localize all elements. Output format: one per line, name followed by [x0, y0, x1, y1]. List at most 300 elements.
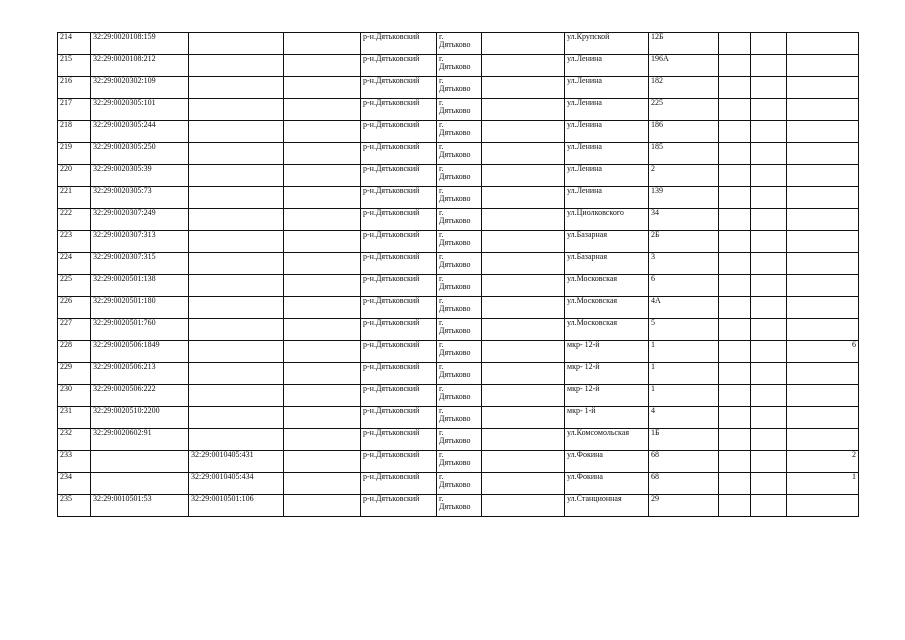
- empty-cell: [751, 99, 787, 121]
- cadastral-number-cell: 32:29:0020506:213: [91, 363, 189, 385]
- city-prefix: г.: [439, 406, 444, 415]
- row-number: 214: [58, 33, 91, 55]
- cadastral-number-cell: 32:29:0020302:109: [91, 77, 189, 99]
- street-cell: мкр- 12-й: [565, 363, 649, 385]
- cadastral-number-cell: 32:29:0020305:250: [91, 143, 189, 165]
- district-cell: р-н.Дятьковский: [361, 99, 437, 121]
- empty-cell: [751, 33, 787, 55]
- district-cell: р-н.Дятьковский: [361, 451, 437, 473]
- city-prefix: г.: [439, 208, 444, 217]
- empty-cell: [719, 473, 751, 495]
- row-number: 220: [58, 165, 91, 187]
- cadastral-number-cell: 32:29:0020108:159: [91, 33, 189, 55]
- table-row: [58, 297, 859, 319]
- count-cell: [787, 209, 859, 231]
- empty-cell: [284, 231, 361, 253]
- count-cell: [787, 253, 859, 275]
- city-prefix: г.: [439, 296, 444, 305]
- empty-cell: [482, 385, 565, 407]
- table-row: [58, 77, 859, 99]
- count-cell: 6: [787, 341, 859, 363]
- district-cell: р-н.Дятьковский: [361, 77, 437, 99]
- empty-cell: [751, 385, 787, 407]
- city-cell: [437, 495, 482, 517]
- empty-cell: [284, 99, 361, 121]
- empty-cell: [482, 99, 565, 121]
- row-number: 216: [58, 77, 91, 99]
- empty-cell: [751, 165, 787, 187]
- empty-cell: [284, 407, 361, 429]
- city-name: Дятьково: [439, 502, 471, 511]
- street-cell: ул.Ленина: [565, 143, 649, 165]
- empty-cell: [284, 319, 361, 341]
- row-number: 228: [58, 341, 91, 363]
- city-cell: [437, 143, 482, 165]
- register-table: [57, 32, 859, 517]
- house-number-cell: 4А: [649, 297, 719, 319]
- empty-cell: [719, 77, 751, 99]
- city-name: Дятьково: [439, 458, 471, 467]
- district-cell: р-н.Дятьковский: [361, 231, 437, 253]
- district-cell: р-н.Дятьковский: [361, 407, 437, 429]
- street-cell: ул.Крупской: [565, 33, 649, 55]
- city-prefix: г.: [439, 274, 444, 283]
- row-number: 218: [58, 121, 91, 143]
- empty-cell: [284, 341, 361, 363]
- empty-cell: [284, 253, 361, 275]
- city-name: Дятьково: [439, 304, 471, 313]
- row-number: 231: [58, 407, 91, 429]
- cadastral-number-alt-cell: [189, 33, 284, 55]
- cadastral-number-cell: [91, 451, 189, 473]
- cadastral-number-alt-cell: [189, 341, 284, 363]
- district-cell: р-н.Дятьковский: [361, 33, 437, 55]
- empty-cell: [719, 407, 751, 429]
- cadastral-number-alt-cell: [189, 297, 284, 319]
- empty-cell: [482, 253, 565, 275]
- empty-cell: [719, 187, 751, 209]
- empty-cell: [751, 143, 787, 165]
- empty-cell: [719, 33, 751, 55]
- empty-cell: [719, 451, 751, 473]
- district-cell: р-н.Дятьковский: [361, 165, 437, 187]
- cadastral-number-alt-cell: [189, 121, 284, 143]
- table-row: [58, 495, 859, 517]
- table-row: [58, 363, 859, 385]
- cadastral-number-alt-cell: 32:29:0010501:106: [189, 495, 284, 517]
- count-cell: [787, 165, 859, 187]
- cadastral-number-cell: 32:29:0020305:244: [91, 121, 189, 143]
- house-number-cell: 6: [649, 275, 719, 297]
- empty-cell: [751, 55, 787, 77]
- empty-cell: [482, 473, 565, 495]
- empty-cell: [751, 297, 787, 319]
- empty-cell: [284, 33, 361, 55]
- city-prefix: г.: [439, 164, 444, 173]
- city-prefix: г.: [439, 252, 444, 261]
- cadastral-number-cell: 32:29:0020307:313: [91, 231, 189, 253]
- city-prefix: г.: [439, 98, 444, 107]
- city-prefix: г.: [439, 472, 444, 481]
- row-number: 229: [58, 363, 91, 385]
- house-number-cell: 139: [649, 187, 719, 209]
- city-cell: [437, 77, 482, 99]
- cadastral-number-cell: 32:29:0020305:101: [91, 99, 189, 121]
- empty-cell: [751, 473, 787, 495]
- empty-cell: [719, 209, 751, 231]
- empty-cell: [482, 275, 565, 297]
- house-number-cell: 3: [649, 253, 719, 275]
- house-number-cell: 12Б: [649, 33, 719, 55]
- count-cell: [787, 363, 859, 385]
- street-cell: мкр- 1-й: [565, 407, 649, 429]
- empty-cell: [482, 209, 565, 231]
- empty-cell: [751, 319, 787, 341]
- city-prefix: г.: [439, 428, 444, 437]
- city-name: Дятьково: [439, 238, 471, 247]
- table-row: [58, 99, 859, 121]
- district-cell: р-н.Дятьковский: [361, 341, 437, 363]
- district-cell: р-н.Дятьковский: [361, 495, 437, 517]
- city-cell: [437, 407, 482, 429]
- row-number: 233: [58, 451, 91, 473]
- street-cell: ул.Ленина: [565, 165, 649, 187]
- house-number-cell: 196А: [649, 55, 719, 77]
- row-number: 221: [58, 187, 91, 209]
- count-cell: [787, 297, 859, 319]
- house-number-cell: 5: [649, 319, 719, 341]
- cadastral-number-cell: 32:29:0020506:1849: [91, 341, 189, 363]
- empty-cell: [482, 121, 565, 143]
- cadastral-number-cell: 32:29:0020307:249: [91, 209, 189, 231]
- table-row: [58, 253, 859, 275]
- empty-cell: [482, 429, 565, 451]
- city-prefix: г.: [439, 494, 444, 503]
- empty-cell: [482, 187, 565, 209]
- city-cell: [437, 209, 482, 231]
- row-number: 226: [58, 297, 91, 319]
- city-prefix: г.: [439, 340, 444, 349]
- table-row: [58, 407, 859, 429]
- house-number-cell: 68: [649, 451, 719, 473]
- empty-cell: [719, 341, 751, 363]
- empty-cell: [482, 297, 565, 319]
- city-name: Дятьково: [439, 282, 471, 291]
- cadastral-number-alt-cell: [189, 363, 284, 385]
- empty-cell: [284, 275, 361, 297]
- city-name: Дятьково: [439, 62, 471, 71]
- table-row: [58, 451, 859, 473]
- district-cell: р-н.Дятьковский: [361, 187, 437, 209]
- empty-cell: [719, 121, 751, 143]
- empty-cell: [284, 121, 361, 143]
- house-number-cell: 186: [649, 121, 719, 143]
- cadastral-number-cell: 32:29:0020501:760: [91, 319, 189, 341]
- city-cell: [437, 33, 482, 55]
- count-cell: [787, 33, 859, 55]
- count-cell: [787, 407, 859, 429]
- empty-cell: [751, 187, 787, 209]
- city-name: Дятьково: [439, 414, 471, 423]
- district-cell: р-н.Дятьковский: [361, 55, 437, 77]
- empty-cell: [284, 385, 361, 407]
- street-cell: ул.Ленина: [565, 99, 649, 121]
- table-row: [58, 165, 859, 187]
- street-cell: ул.Московская: [565, 297, 649, 319]
- empty-cell: [719, 143, 751, 165]
- row-number: 227: [58, 319, 91, 341]
- row-number: 234: [58, 473, 91, 495]
- empty-cell: [719, 363, 751, 385]
- empty-cell: [482, 363, 565, 385]
- empty-cell: [751, 429, 787, 451]
- cadastral-number-cell: 32:29:0020305:39: [91, 165, 189, 187]
- count-cell: 1: [787, 473, 859, 495]
- district-cell: р-н.Дятьковский: [361, 253, 437, 275]
- city-name: Дятьково: [439, 216, 471, 225]
- table-row: [58, 341, 859, 363]
- count-cell: [787, 385, 859, 407]
- table-row: [58, 143, 859, 165]
- city-prefix: г.: [439, 120, 444, 129]
- cadastral-number-cell: 32:29:0020307:315: [91, 253, 189, 275]
- district-cell: р-н.Дятьковский: [361, 429, 437, 451]
- city-name: Дятьково: [439, 436, 471, 445]
- row-number: 225: [58, 275, 91, 297]
- empty-cell: [719, 319, 751, 341]
- house-number-cell: 2: [649, 165, 719, 187]
- empty-cell: [284, 209, 361, 231]
- table-row: [58, 33, 859, 55]
- city-name: Дятьково: [439, 348, 471, 357]
- cadastral-number-alt-cell: [189, 275, 284, 297]
- count-cell: [787, 495, 859, 517]
- empty-cell: [719, 297, 751, 319]
- street-cell: ул.Фокина: [565, 451, 649, 473]
- cadastral-number-alt-cell: [189, 319, 284, 341]
- city-cell: [437, 473, 482, 495]
- house-number-cell: 1: [649, 363, 719, 385]
- street-cell: ул.Базарная: [565, 231, 649, 253]
- street-cell: мкр- 12-й: [565, 341, 649, 363]
- city-prefix: г.: [439, 54, 444, 63]
- cadastral-number-alt-cell: [189, 187, 284, 209]
- cadastral-number-cell: [91, 473, 189, 495]
- cadastral-number-alt-cell: [189, 77, 284, 99]
- cadastral-number-cell: 32:29:0020506:222: [91, 385, 189, 407]
- city-name: Дятьково: [439, 260, 471, 269]
- empty-cell: [751, 209, 787, 231]
- empty-cell: [284, 473, 361, 495]
- city-cell: [437, 231, 482, 253]
- house-number-cell: 185: [649, 143, 719, 165]
- city-cell: [437, 297, 482, 319]
- house-number-cell: 34: [649, 209, 719, 231]
- empty-cell: [482, 55, 565, 77]
- street-cell: ул.Ленина: [565, 77, 649, 99]
- empty-cell: [751, 253, 787, 275]
- empty-cell: [719, 385, 751, 407]
- city-cell: [437, 253, 482, 275]
- house-number-cell: 29: [649, 495, 719, 517]
- city-prefix: г.: [439, 318, 444, 327]
- street-cell: ул.Ленина: [565, 55, 649, 77]
- district-cell: р-н.Дятьковский: [361, 297, 437, 319]
- cadastral-number-alt-cell: [189, 385, 284, 407]
- empty-cell: [482, 341, 565, 363]
- empty-cell: [482, 143, 565, 165]
- cadastral-number-cell: 32:29:0020108:212: [91, 55, 189, 77]
- table-row: [58, 187, 859, 209]
- city-name: Дятьково: [439, 370, 471, 379]
- cadastral-number-cell: 32:29:0020602:91: [91, 429, 189, 451]
- street-cell: ул.Базарная: [565, 253, 649, 275]
- count-cell: 2: [787, 451, 859, 473]
- row-number: 235: [58, 495, 91, 517]
- city-name: Дятьково: [439, 84, 471, 93]
- city-name: Дятьково: [439, 194, 471, 203]
- cadastral-number-alt-cell: [189, 407, 284, 429]
- house-number-cell: 1Б: [649, 429, 719, 451]
- cadastral-number-alt-cell: [189, 55, 284, 77]
- city-cell: [437, 121, 482, 143]
- city-cell: [437, 99, 482, 121]
- empty-cell: [284, 363, 361, 385]
- district-cell: р-н.Дятьковский: [361, 275, 437, 297]
- table-row: [58, 319, 859, 341]
- empty-cell: [284, 143, 361, 165]
- house-number-cell: 4: [649, 407, 719, 429]
- district-cell: р-н.Дятьковский: [361, 209, 437, 231]
- count-cell: [787, 143, 859, 165]
- street-cell: ул.Станционная: [565, 495, 649, 517]
- district-cell: р-н.Дятьковский: [361, 143, 437, 165]
- count-cell: [787, 187, 859, 209]
- empty-cell: [719, 99, 751, 121]
- city-prefix: г.: [439, 32, 444, 41]
- cadastral-number-cell: 32:29:0020510:2200: [91, 407, 189, 429]
- empty-cell: [482, 165, 565, 187]
- street-cell: ул.Московская: [565, 275, 649, 297]
- street-cell: ул.Ленина: [565, 187, 649, 209]
- row-number: 217: [58, 99, 91, 121]
- empty-cell: [284, 77, 361, 99]
- city-prefix: г.: [439, 384, 444, 393]
- cadastral-number-cell: 32:29:0020501:138: [91, 275, 189, 297]
- city-name: Дятьково: [439, 40, 471, 49]
- house-number-cell: 68: [649, 473, 719, 495]
- city-cell: [437, 187, 482, 209]
- city-name: Дятьково: [439, 392, 471, 401]
- city-name: Дятьково: [439, 326, 471, 335]
- city-cell: [437, 275, 482, 297]
- empty-cell: [284, 187, 361, 209]
- cadastral-number-alt-cell: [189, 209, 284, 231]
- city-cell: [437, 363, 482, 385]
- city-prefix: г.: [439, 142, 444, 151]
- empty-cell: [751, 495, 787, 517]
- street-cell: ул.Московская: [565, 319, 649, 341]
- city-name: Дятьково: [439, 480, 471, 489]
- empty-cell: [482, 451, 565, 473]
- empty-cell: [719, 275, 751, 297]
- empty-cell: [284, 55, 361, 77]
- city-prefix: г.: [439, 362, 444, 371]
- table-row: [58, 121, 859, 143]
- row-number: 222: [58, 209, 91, 231]
- city-prefix: г.: [439, 76, 444, 85]
- table-row: [58, 429, 859, 451]
- district-cell: р-н.Дятьковский: [361, 319, 437, 341]
- table-row: [58, 209, 859, 231]
- cadastral-number-alt-cell: [189, 165, 284, 187]
- count-cell: [787, 429, 859, 451]
- count-cell: [787, 121, 859, 143]
- empty-cell: [482, 319, 565, 341]
- city-prefix: г.: [439, 450, 444, 459]
- count-cell: [787, 231, 859, 253]
- district-cell: р-н.Дятьковский: [361, 385, 437, 407]
- table-body: [58, 33, 859, 517]
- cadastral-number-cell: 32:29:0020501:180: [91, 297, 189, 319]
- cadastral-number-alt-cell: [189, 253, 284, 275]
- city-cell: [437, 451, 482, 473]
- city-name: Дятьково: [439, 128, 471, 137]
- city-cell: [437, 319, 482, 341]
- empty-cell: [284, 495, 361, 517]
- cadastral-number-cell: 32:29:0010501:53: [91, 495, 189, 517]
- empty-cell: [719, 55, 751, 77]
- empty-cell: [284, 429, 361, 451]
- cadastral-number-cell: 32:29:0020305:73: [91, 187, 189, 209]
- empty-cell: [751, 275, 787, 297]
- table-row: [58, 231, 859, 253]
- cadastral-number-alt-cell: [189, 429, 284, 451]
- empty-cell: [751, 451, 787, 473]
- cadastral-number-alt-cell: 32:29:0010405:434: [189, 473, 284, 495]
- empty-cell: [751, 77, 787, 99]
- empty-cell: [719, 231, 751, 253]
- district-cell: р-н.Дятьковский: [361, 363, 437, 385]
- city-cell: [437, 341, 482, 363]
- house-number-cell: 1: [649, 341, 719, 363]
- house-number-cell: 2Б: [649, 231, 719, 253]
- city-cell: [437, 385, 482, 407]
- count-cell: [787, 99, 859, 121]
- empty-cell: [719, 429, 751, 451]
- street-cell: ул.Ленина: [565, 121, 649, 143]
- table-row: [58, 473, 859, 495]
- district-cell: р-н.Дятьковский: [361, 121, 437, 143]
- empty-cell: [482, 407, 565, 429]
- street-cell: мкр- 12-й: [565, 385, 649, 407]
- count-cell: [787, 275, 859, 297]
- row-number: 230: [58, 385, 91, 407]
- empty-cell: [482, 33, 565, 55]
- table-row: [58, 55, 859, 77]
- cadastral-number-alt-cell: [189, 143, 284, 165]
- empty-cell: [719, 165, 751, 187]
- empty-cell: [482, 495, 565, 517]
- row-number: 219: [58, 143, 91, 165]
- empty-cell: [284, 451, 361, 473]
- row-number: 224: [58, 253, 91, 275]
- city-name: Дятьково: [439, 106, 471, 115]
- city-cell: [437, 429, 482, 451]
- empty-cell: [719, 253, 751, 275]
- empty-cell: [284, 165, 361, 187]
- empty-cell: [751, 121, 787, 143]
